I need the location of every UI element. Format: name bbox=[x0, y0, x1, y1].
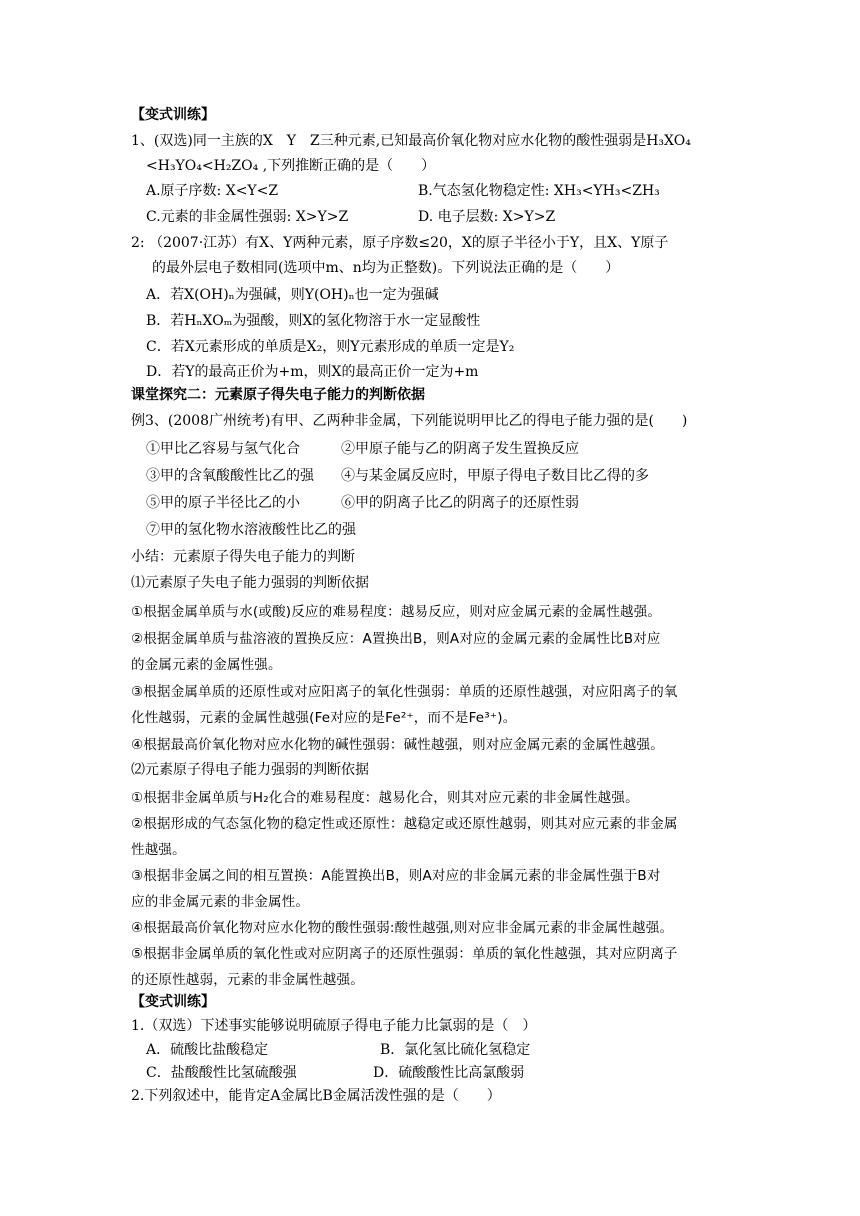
summary-heading: 小结：元素原子得失电子能力的判断 bbox=[131, 549, 355, 565]
q2-option-b: B．若HₙXOₘ为强酸，则X的氢化物溶于水一定显酸性 bbox=[146, 313, 481, 329]
part2-rule-3-line2: 应的非金属元素的非金属性。 bbox=[131, 894, 310, 910]
section-heading-inquiry-two: 课堂探究二：元素原子得失电子能力的判断依据 bbox=[131, 387, 425, 403]
q4-stem: 2.下列叙述中，能肯定A金属比B金属活泼性强的是（ ） bbox=[131, 1088, 501, 1104]
q1-option-d: D. 电子层数: X>Y>Z bbox=[418, 209, 556, 225]
q1-stem-line2: <H₃YO₄<H₂ZO₄ ,下列推断正确的是（ ） bbox=[146, 158, 436, 174]
q3-option-b: B．氯化氢比硫化氢稳定 bbox=[380, 1042, 531, 1058]
part1-rule-3-line1: ③根据金属单质的还原性或对应阳离子的氧化性强弱：单质的还原性越强，对应阳离子的氧 bbox=[131, 684, 678, 700]
section-heading-variant-training: 【变式训练】 bbox=[131, 107, 215, 123]
q1-option-a: A.原子序数: X<Y<Z bbox=[146, 183, 279, 199]
part2-rule-5-line2: 的还原性越弱，元素的非金属性越强。 bbox=[131, 972, 364, 988]
part1-rule-2-line1: ②根据金属单质与盐溶液的置换反应：A置换出B，则A对应的金属元素的金属性比B对应 bbox=[131, 631, 661, 647]
q3-option-d: D．硫酸酸性比高氯酸弱 bbox=[373, 1065, 525, 1081]
section-heading-variant-training-2: 【变式训练】 bbox=[131, 994, 215, 1010]
example3-item-4: ④与某金属反应时，甲原子得电子数目比乙得的多 bbox=[341, 468, 649, 484]
part2-rule-5-line1: ⑤根据非金属单质的氧化性或对应阴离子的还原性强弱：单质的氧化性越强，其对应阴离子 bbox=[131, 946, 678, 962]
part1-rule-1: ①根据金属单质与水(或酸)反应的难易程度：越易反应，则对应金属元素的金属性越强。 bbox=[131, 604, 662, 620]
part2-rule-4: ④根据最高价氧化物对应水化物的酸性强弱:酸性越强,则对应非金属元素的非金属性越强。 bbox=[131, 920, 674, 936]
part1-rule-2-line2: 的金属元素的金属性强。 bbox=[131, 657, 282, 673]
part2-rule-2-line1: ②根据形成的气态氢化物的稳定性或还原性：越稳定或还原性越弱，则其对应元素的非金属 bbox=[131, 816, 678, 832]
q1-option-b: B.气态氢化物稳定性: XH₃<YH₃<ZH₃ bbox=[418, 183, 660, 199]
part1-title: ⑴元素原子失电子能力强弱的判断依据 bbox=[131, 575, 369, 591]
part1-rule-3-line2: 化性越弱，元素的金属性越强(Fe对应的是Fe²⁺，而不是Fe³⁺)。 bbox=[131, 710, 517, 726]
part2-rule-2-line2: 性越强。 bbox=[131, 842, 186, 858]
example3-stem: 例3、(2008广州统考)有甲、乙两种非金属，下列能说明甲比乙的得电子能力强的是( ) bbox=[131, 413, 688, 429]
part2-rule-3-line1: ③根据非金属之间的相互置换：A能置换出B，则A对应的非金属元素的非金属性强于B对 bbox=[131, 868, 661, 884]
part1-rule-4: ④根据最高价氧化物对应水化物的碱性强弱：碱性越强，则对应金属元素的金属性越强。 bbox=[131, 737, 664, 753]
q2-option-a: A．若X(OH)ₙ为强碱，则Y(OH)ₙ也一定为强碱 bbox=[146, 287, 439, 303]
example3-item-7: ⑦甲的氢化物水溶液酸性比乙的强 bbox=[146, 522, 356, 538]
example3-item-2: ②甲原子能与乙的阴离子发生置换反应 bbox=[341, 441, 579, 457]
q1-stem-line1: 1、(双选)同一主族的X Y Z三种元素,已知最高价氧化物对应水化物的酸性强弱是H₃XO₄ bbox=[131, 133, 691, 149]
example3-item-6: ⑥甲的阴离子比乙的阴离子的还原性弱 bbox=[341, 495, 579, 511]
q2-option-c: C．若X元素形成的单质是X₂，则Y元素形成的单质一定是Y₂ bbox=[146, 339, 515, 355]
q2-stem-line2: 的最外层电子数相同(选项中m、n均为正整数)。下列说法正确的是（ ） bbox=[152, 260, 620, 276]
q3-option-a: A．硫酸比盐酸稳定 bbox=[146, 1042, 269, 1058]
example3-item-5: ⑤甲的原子半径比乙的小 bbox=[146, 495, 300, 511]
q3-stem: 1.（双选）下述事实能够说明硫原子得电子能力比氯弱的是（ ） bbox=[131, 1018, 537, 1034]
q2-option-d: D．若Y的最高正价为+m，则X的最高正价一定为+m bbox=[146, 364, 479, 380]
q1-option-c: C.元素的非金属性强弱: X>Y>Z bbox=[146, 209, 349, 225]
example3-item-1: ①甲比乙容易与氢气化合 bbox=[146, 441, 300, 457]
part2-rule-1: ①根据非金属单质与H₂化合的难易程度：越易化合，则其对应元素的非金属性越强。 bbox=[131, 790, 639, 806]
q2-stem-line1: 2: （2007·江苏）有X、Y两种元素，原子序数≤20，X的原子半径小于Y，且X、Y原子 bbox=[131, 235, 669, 251]
q3-option-c: C．盐酸酸性比氢硫酸强 bbox=[146, 1065, 297, 1081]
part2-title: ⑵元素原子得电子能力强弱的判断依据 bbox=[131, 762, 369, 778]
example3-item-3: ③甲的含氧酸酸性比乙的强 bbox=[146, 468, 314, 484]
